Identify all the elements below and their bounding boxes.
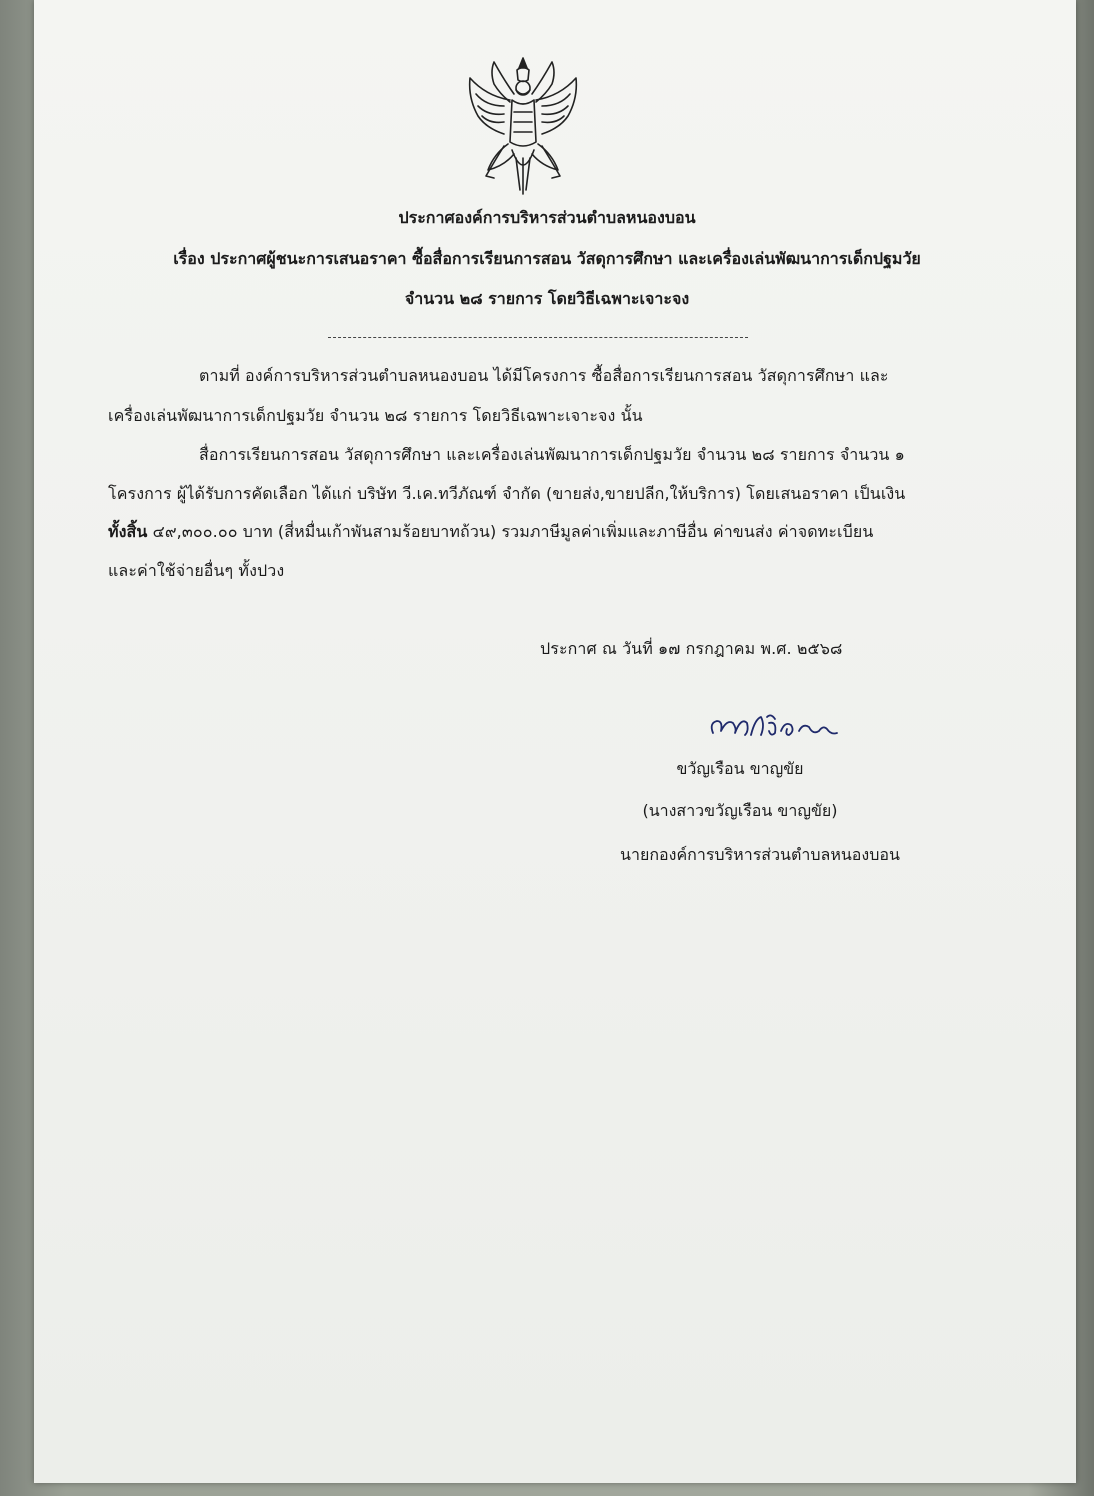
paragraph-1-line-2: เครื่องเล่นพัฒนาการเด็กปฐมวัย จำนวน ๒๘ รายการ โดยวิธีเฉพาะเจาะจง นั้น xyxy=(108,406,643,425)
paragraph-1-line-1: ตามที่ องค์การบริหารส่วนตำบลหนองบอน ได้มีโครงการ ซื้อสื่อการเรียนการสอน วัสดุการศึกษา และ xyxy=(199,366,889,385)
handwritten-signature-icon xyxy=(705,705,845,745)
total-amount-text: ๔๙,๓๐๐.๐๐ บาท (สี่หมื่นเก้าพันสามร้อยบาทถ้วน) รวมภาษีมูลค่าเพิ่มและภาษีอื่น ค่าขนส่ง ค่าจดทะเบียน xyxy=(147,522,874,541)
announcement-heading: ประกาศองค์การบริหารส่วนตำบลหนองบอน xyxy=(398,208,696,227)
separator-dashed-line xyxy=(328,337,748,338)
garuda-emblem-icon xyxy=(464,50,582,200)
signer-short-name: ขวัญเรือน ขาญขัย xyxy=(676,759,804,778)
signer-position: นายกองค์การบริหารส่วนตำบลหนองบอน xyxy=(620,845,900,864)
paragraph-2-line-2: โครงการ ผู้ได้รับการคัดเลือก ได้แก่ บริษัท วี.เค.ทวีภัณฑ์ จำกัด (ขายส่ง,ขายปลีก,ให้บริการ) โดยเสนอราคา เป็นเงิน xyxy=(108,484,906,503)
subject-line-2: จำนวน ๒๘ รายการ โดยวิธีเฉพาะเจาะจง xyxy=(404,289,690,308)
announcement-date: ประกาศ ณ วันที่ ๑๗ กรกฎาคม พ.ศ. ๒๕๖๘ xyxy=(540,639,843,658)
paragraph-2-line-4: และค่าใช้จ่ายอื่นๆ ทั้งปวง xyxy=(108,561,285,580)
total-label: ทั้งสิ้น xyxy=(108,522,148,541)
paragraph-2-line-1: สื่อการเรียนการสอน วัสดุการศึกษา และเครื่องเล่นพัฒนาการเด็กปฐมวัย จำนวน ๒๘ รายการ จำนวน ๑ xyxy=(199,445,905,464)
signer-full-name: (นางสาวขวัญเรือน ขาญขัย) xyxy=(642,801,838,820)
paragraph-2-line-3 xyxy=(108,520,873,545)
subject-line-1: เรื่อง ประกาศผู้ชนะการเสนอราคา ซื้อสื่อการเรียนการสอน วัสดุการศึกษา และเครื่องเล่นพัฒนาการเด็กปฐมวัย xyxy=(173,249,921,268)
